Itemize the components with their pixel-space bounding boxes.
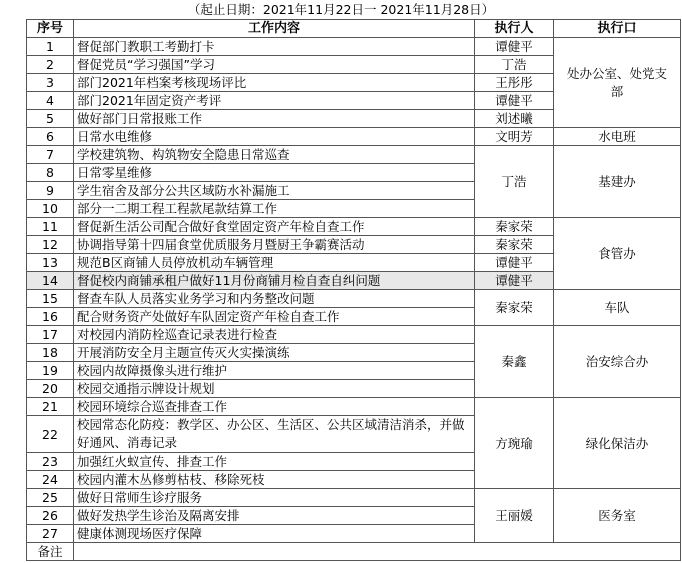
task-cell[interactable]: 日常零星维修: [74, 164, 475, 182]
person-cell[interactable]: 秦家荣: [475, 290, 554, 326]
table-row: [27, 38, 681, 56]
task-cell[interactable]: 校园内灌木丛修剪枯枝、移除死枝: [74, 471, 475, 489]
task-cell[interactable]: 督促部门教职工考勤打卡: [74, 38, 475, 56]
table-row: [27, 128, 681, 146]
task-cell[interactable]: 对校园内消防栓巡查记录表进行检查: [74, 326, 475, 344]
date-range-title: （起止日期：2021年11月22日一 2021年11月28日）: [187, 2, 495, 17]
task-cell[interactable]: 做好发热学生诊治及隔离安排: [74, 507, 475, 525]
person-cell[interactable]: 丁浩: [475, 146, 554, 218]
row-number[interactable]: 2: [27, 56, 74, 74]
row-number[interactable]: 13: [27, 254, 74, 272]
person-cell[interactable]: 文明芳: [475, 128, 554, 146]
row-number[interactable]: 14: [27, 272, 74, 290]
row-number[interactable]: 4: [27, 92, 74, 110]
person-cell[interactable]: 秦家荣: [475, 236, 554, 254]
task-cell[interactable]: 加强红火蚁宣传、排查工作: [74, 453, 475, 471]
row-number[interactable]: 8: [27, 164, 74, 182]
table-row: [27, 326, 681, 344]
person-cell[interactable]: 谭健平: [475, 254, 554, 272]
table-row: [27, 398, 681, 416]
row-number[interactable]: 7: [27, 146, 74, 164]
dept-cell[interactable]: 车队: [554, 290, 681, 326]
person-cell[interactable]: 刘述曦: [475, 110, 554, 128]
task-cell[interactable]: 督促新生活公司配合做好食堂固定资产年检自查工作: [74, 218, 475, 236]
task-cell[interactable]: 协调指导第十四届食堂优质服务月暨厨王争霸赛活动: [74, 236, 475, 254]
task-cell[interactable]: 做好部门日常报账工作: [74, 110, 475, 128]
row-number[interactable]: 11: [27, 218, 74, 236]
row-number[interactable]: 20: [27, 380, 74, 398]
row-number[interactable]: 23: [27, 453, 74, 471]
person-cell[interactable]: 谭健平: [475, 272, 554, 290]
row-number[interactable]: 18: [27, 344, 74, 362]
task-cell[interactable]: 日常水电维修: [74, 128, 475, 146]
task-cell[interactable]: 校园内故障摄像头进行维护: [74, 362, 475, 380]
task-cell[interactable]: 做好日常师生诊疗服务: [74, 489, 475, 507]
dept-cell[interactable]: 处办公室、处党支部: [554, 38, 681, 128]
row-number[interactable]: 24: [27, 471, 74, 489]
task-cell[interactable]: 开展消防安全月主题宣传灭火实操演练: [74, 344, 475, 362]
person-cell[interactable]: 谭健平: [475, 38, 554, 56]
header-task: 工作内容: [74, 20, 475, 38]
header-row: [27, 20, 681, 38]
header-no: 序号: [27, 20, 74, 38]
row-number[interactable]: 21: [27, 398, 74, 416]
row-number[interactable]: 19: [27, 362, 74, 380]
person-cell[interactable]: 王丽媛: [475, 489, 554, 543]
person-cell[interactable]: 丁浩: [475, 56, 554, 74]
row-number[interactable]: 27: [27, 525, 74, 543]
row-number[interactable]: 3: [27, 74, 74, 92]
table-row: [27, 290, 681, 308]
remark-cell[interactable]: [74, 543, 681, 561]
task-cell[interactable]: 督促党员“学习强国”学习: [74, 56, 475, 74]
dept-cell[interactable]: 食管办: [554, 218, 681, 290]
table-row: [27, 146, 681, 164]
remark-row: [27, 543, 681, 561]
header-person: 执行人: [475, 20, 554, 38]
dept-cell[interactable]: 治安综合办: [554, 326, 681, 398]
table-row: [27, 489, 681, 507]
task-cell[interactable]: 校园环境综合巡查排查工作: [74, 398, 475, 416]
task-cell[interactable]: 部门2021年档案考核现场评比: [74, 74, 475, 92]
row-number[interactable]: 9: [27, 182, 74, 200]
row-number[interactable]: 26: [27, 507, 74, 525]
person-cell[interactable]: 谭健平: [475, 92, 554, 110]
task-cell[interactable]: 学校建筑物、构筑物安全隐患日常巡查: [74, 146, 475, 164]
task-cell[interactable]: 规范B区商铺人员停放机动车辆管理: [74, 254, 475, 272]
dept-cell[interactable]: 基建办: [554, 146, 681, 218]
row-number[interactable]: 6: [27, 128, 74, 146]
row-number[interactable]: 15: [27, 290, 74, 308]
task-cell[interactable]: 部分一二期工程工程款尾款结算工作: [74, 200, 475, 218]
task-cell[interactable]: 校园常态化防疫：教学区、办公区、生活区、公共区域清洁消杀，并做好通风、消毒记录: [74, 416, 475, 453]
person-cell[interactable]: 秦家荣: [475, 218, 554, 236]
row-number[interactable]: 5: [27, 110, 74, 128]
task-cell[interactable]: 校园交通指示牌设计规划: [74, 380, 475, 398]
task-cell[interactable]: 督促校内商铺承租户做好11月份商铺月检自查自纠问题: [74, 272, 475, 290]
row-number[interactable]: 10: [27, 200, 74, 218]
task-cell[interactable]: 健康体测现场医疗保障: [74, 525, 475, 543]
row-number[interactable]: 1: [27, 38, 74, 56]
dept-cell[interactable]: 医务室: [554, 489, 681, 543]
remark-label[interactable]: 备注: [27, 543, 74, 561]
person-cell[interactable]: 王彤彤: [475, 74, 554, 92]
row-number[interactable]: 16: [27, 308, 74, 326]
task-cell[interactable]: 学生宿舍及部分公共区域防水补漏施工: [74, 182, 475, 200]
person-cell[interactable]: 秦鑫: [475, 326, 554, 398]
task-cell[interactable]: 督查车队人员落实业务学习和内务整改问题: [74, 290, 475, 308]
weekly-work-table: [26, 19, 681, 561]
row-number[interactable]: 25: [27, 489, 74, 507]
row-number[interactable]: 12: [27, 236, 74, 254]
person-cell[interactable]: 方琬瑜: [475, 398, 554, 489]
task-cell[interactable]: 部门2021年固定资产考评: [74, 92, 475, 110]
dept-cell[interactable]: 水电班: [554, 128, 681, 146]
header-dept: 执行口: [554, 20, 681, 38]
dept-cell[interactable]: 绿化保洁办: [554, 398, 681, 489]
table-row: [27, 218, 681, 236]
row-number[interactable]: 17: [27, 326, 74, 344]
row-number[interactable]: 22: [27, 416, 74, 453]
task-cell[interactable]: 配合财务资产处做好车队固定资产年检自查工作: [74, 308, 475, 326]
